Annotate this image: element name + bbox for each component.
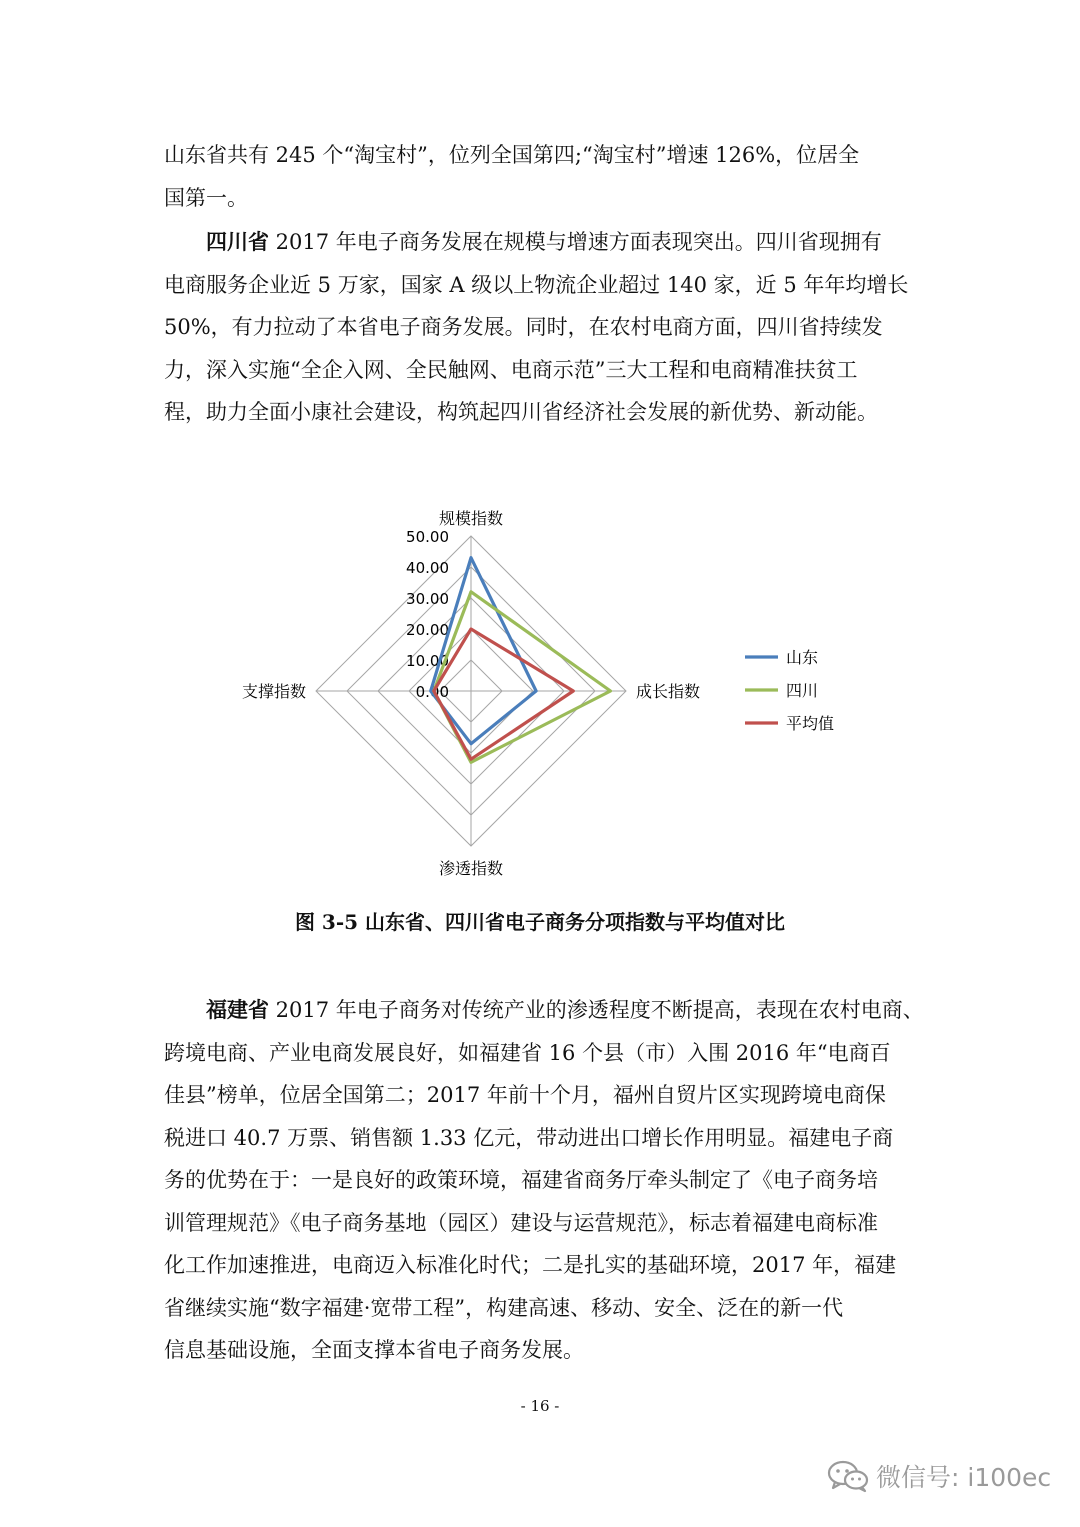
paragraph-line: 50%，有力拉动了本省电子商务发展。同时，在农村电商方面，四川省持续发 [164, 315, 883, 339]
paragraph-line: 务的优势在于：一是良好的政策环境，福建省商务厅牵头制定了《电子商务培 [164, 1168, 878, 1192]
tick-label: 50.00 [406, 528, 449, 546]
paragraph-line: 电商服务企业近 5 万家，国家 A 级以上物流企业超过 140 家，近 5 年年均增长 [164, 272, 909, 297]
tick-label: 20.00 [406, 621, 449, 639]
page-number: - 16 - [520, 1397, 560, 1415]
province-name: 四川省 [206, 229, 269, 254]
paragraph-line: 化工作加速推进，电商迈入标准化时代；二是扎实的基础环境，2017 年，福建 [164, 1253, 897, 1277]
axis-label: 成长指数 [636, 682, 701, 701]
legend-label: 平均值 [786, 714, 835, 733]
legend-label: 四川 [786, 681, 819, 700]
figure-caption: 图 3-5 山东省、四川省电子商务分项指数与平均值对比 [294, 910, 786, 934]
paragraph-line [164, 221, 924, 264]
axis-label: 支撑指数 [241, 682, 306, 701]
paragraph-line: 税进口 40.7 万票、销售额 1.33 亿元，带动进出口增长作用明显。福建电子商 [164, 1125, 894, 1150]
paragraph-line: 国第一。 [164, 185, 248, 210]
paragraph-line: 信息基础设施，全面支撑本省电子商务发展。 [164, 1338, 584, 1362]
paragraph-line: 训管理规范》《电子商务基地（园区）建设与运营规范》，标志着福建电商标准 [164, 1210, 878, 1235]
paragraph-line: 力，深入实施“全企入网、全民触网、电商示范”三大工程和电商精准扶贫工 [164, 357, 858, 382]
radar-chart [220, 495, 880, 885]
paragraph-sichuan [164, 221, 924, 434]
paragraph-line: 程，助力全面小康社会建设，构筑起四川省经济社会发展的新优势、新动能。 [164, 400, 878, 424]
province-name: 福建省 [206, 997, 269, 1022]
axis-label: 渗透指数 [438, 859, 504, 878]
wechat-icon [826, 1458, 870, 1494]
tick-label: 30.00 [406, 590, 449, 608]
paragraph-line: 山东省共有 245 个“淘宝村”，位列全国第四;“淘宝村”增速 126%，位居全 [164, 143, 860, 167]
tick-label: 10.00 [406, 652, 449, 670]
legend-label: 山东 [786, 648, 819, 667]
axis-label: 规模指数 [438, 509, 504, 528]
paragraph-text: 2017 年电子商务对传统产业的渗透程度不断提高，表现在农村电商、 [269, 998, 924, 1022]
paragraph-line: 省继续实施“数字福建·宽带工程”，构建高速、移动、安全、泛在的新一代 [164, 1295, 844, 1320]
paragraph-text: 2017 年电子商务发展在规模与增速方面表现突出。四川省现拥有 [269, 230, 882, 254]
paragraph-shandong [164, 134, 924, 219]
paragraph-line [164, 989, 924, 1032]
paragraph-fujian [164, 989, 924, 1372]
tick-label: 40.00 [406, 559, 449, 577]
paragraph-line: 佳县”榜单，位居全国第二；2017 年前十个月，福州自贸片区实现跨境电商保 [164, 1083, 886, 1107]
watermark [826, 1456, 1051, 1496]
tick-label: 0.00 [415, 683, 449, 701]
watermark-text: 微信号: i100ec [876, 1463, 1052, 1492]
paragraph-line: 跨境电商、产业电商发展良好，如福建省 16 个县（市）入围 2016 年“电商百 [164, 1040, 891, 1065]
